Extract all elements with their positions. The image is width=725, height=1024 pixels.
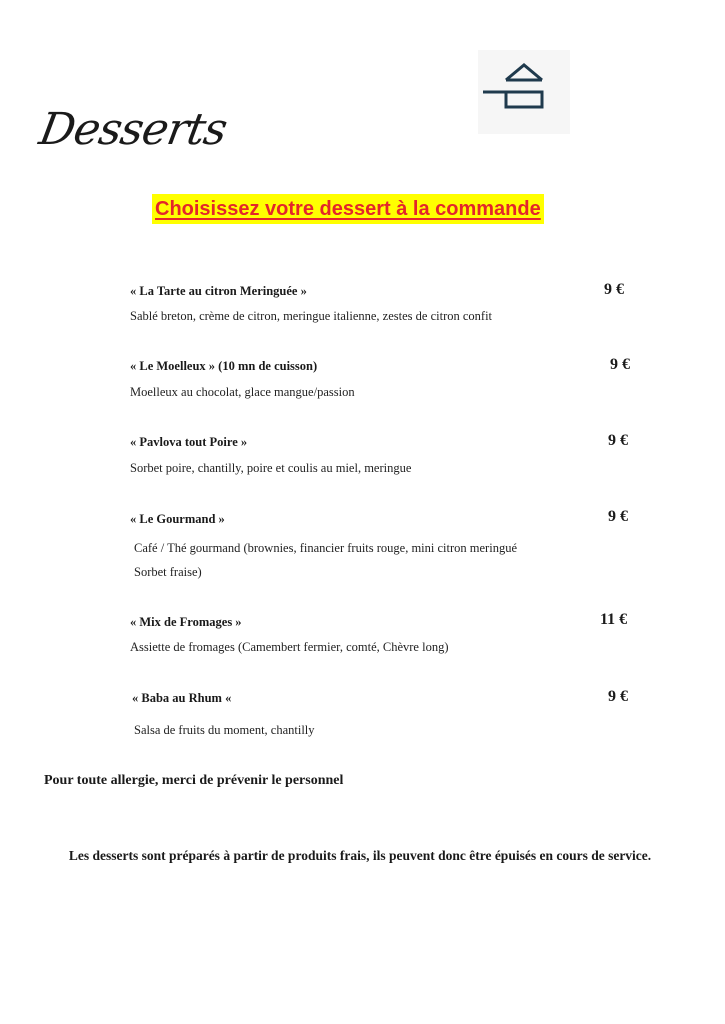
item-price: 11 € (600, 611, 628, 628)
item-price: 9 € (604, 281, 624, 298)
item-description: Sablé breton, crème de citron, meringue italienne, zestes de citron confit (130, 309, 493, 323)
item-name: « Le Gourmand » (130, 512, 225, 526)
item-description: Sorbet fraise) (134, 565, 202, 579)
item-description: Moelleux au chocolat, glace mangue/passion (130, 385, 355, 399)
house-logo-icon (478, 50, 570, 134)
allergy-notice: Pour toute allergie, merci de prévenir le personnel (44, 773, 344, 788)
item-name: « Baba au Rhum « (132, 691, 232, 705)
order-banner (152, 194, 544, 224)
item-description: Sorbet poire, chantilly, poire et coulis au miel, meringue (130, 461, 412, 475)
item-price: 9 € (608, 688, 628, 705)
item-name: « Pavlova tout Poire » (130, 435, 248, 449)
item-name: « La Tarte au citron Meringuée » (130, 284, 307, 298)
item-price: 9 € (608, 508, 628, 525)
item-name: « Mix de Fromages » (130, 615, 242, 629)
item-description: Assiette de fromages (Camembert fermier, comté, Chèvre long) (130, 640, 449, 654)
page-title: Desserts (35, 104, 231, 155)
item-price: 9 € (610, 356, 630, 373)
item-price: 9 € (608, 432, 628, 449)
order-banner-text: Choisissez votre dessert à la commande (155, 198, 541, 220)
item-name: « Le Moelleux » (10 mn de cuisson) (130, 359, 318, 373)
item-description: Café / Thé gourmand (brownies, financier fruits rouge, mini citron meringué (134, 541, 517, 555)
freshness-notice: Les desserts sont préparés à partir de produits frais, ils peuvent donc être épuisés en cours de service. (68, 848, 652, 863)
item-description: Salsa de fruits du moment, chantilly (134, 723, 315, 737)
